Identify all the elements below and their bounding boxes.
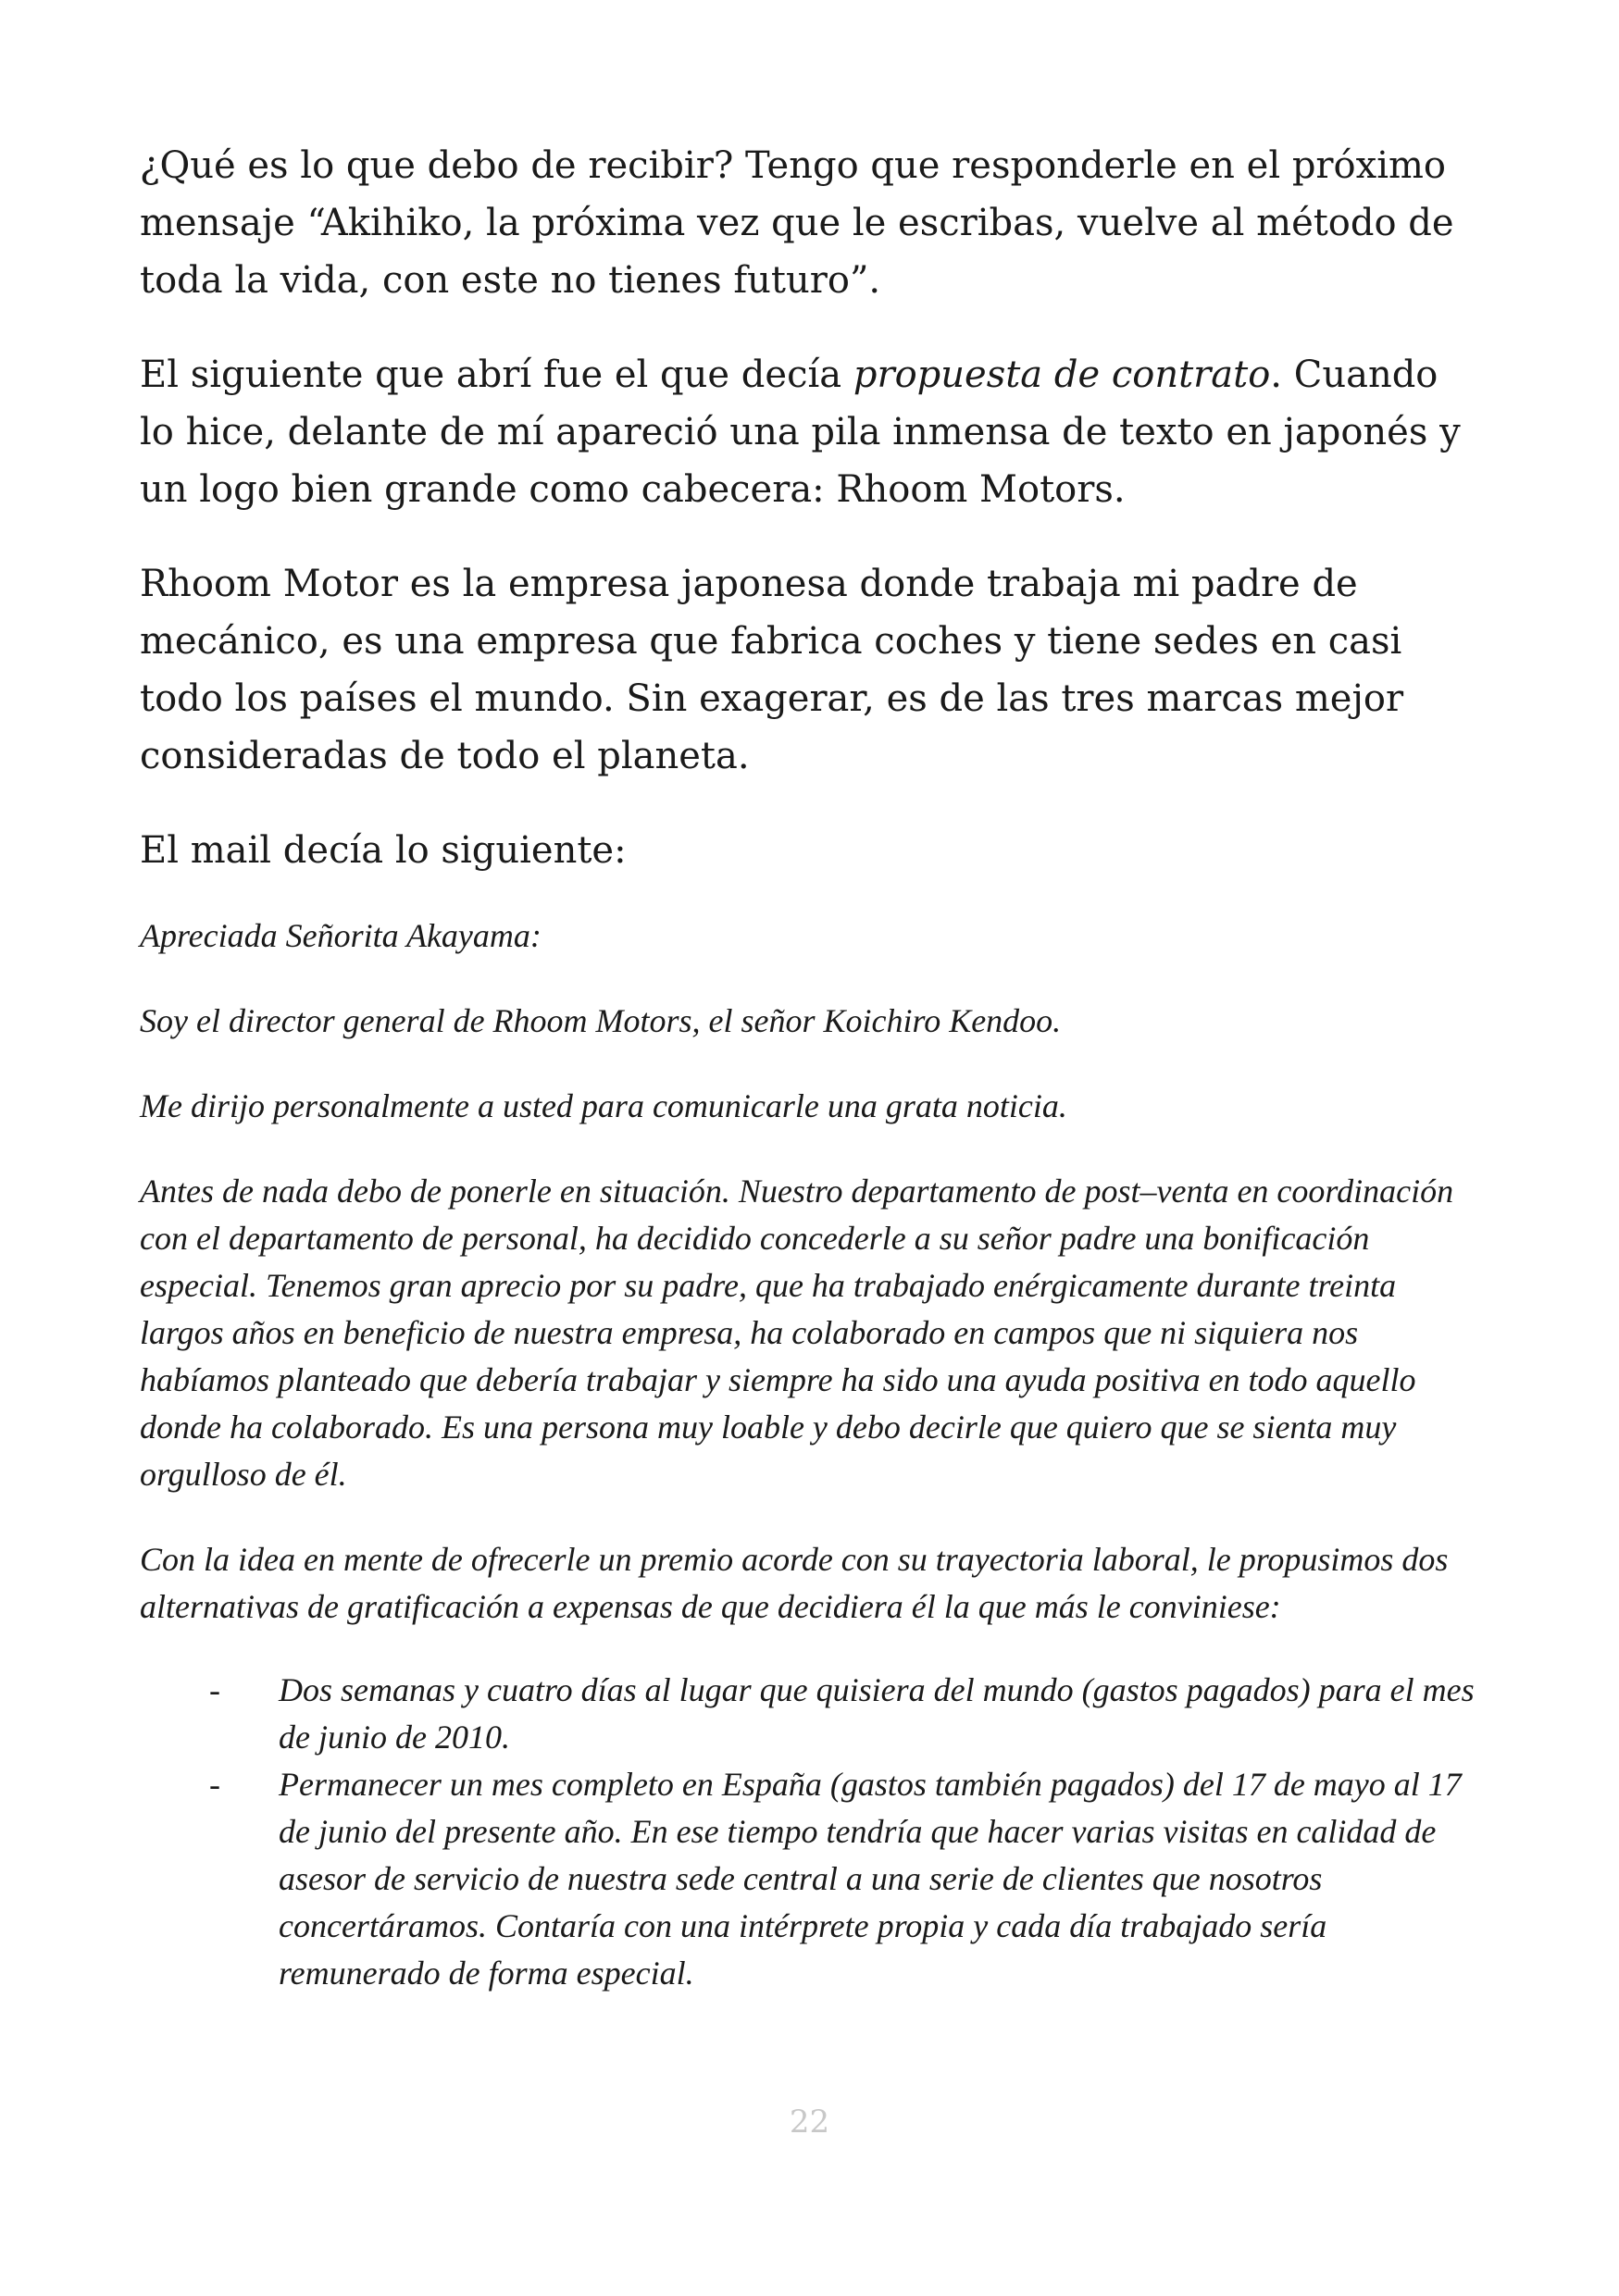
body-paragraph-3: Rhoom Motor es la empresa japonesa donde trabaja mi padre de mecánico, es una empresa que fabrica coches y tiene sedes en casi todo los países el mundo. Sin exagerar, es de las tres marcas mejor consideradas de todo el planeta. [140, 563, 1404, 777]
page-number: 22 [789, 2104, 830, 2141]
paragraph-2-text-end: . Cuando lo hice, delante de mí apareció una pila inmensa de texto en japonés y un logo bien grande como cabecera: Rhoom Motors. [140, 354, 1461, 511]
list-item [140, 1761, 1482, 1997]
paragraph-2-text-start: El siguiente que abrí fue el que decía [140, 354, 853, 396]
letter-options-intro: Con la idea en mente de ofrecerle un premio acorde con su trayectoria laboral, le propusimos dos alternativas de gratificación a expensas de que decidiera él la que más le conviniese: [140, 1541, 1449, 1625]
letter-greeting: Apreciada Señorita Akayama: [140, 917, 542, 954]
body-paragraph-1: ¿Qué es lo que debo de recibir? Tengo que responderle en el próximo mensaje “Akihiko, la próxima vez que le escribas, vuelve al método de toda la vida, con este no tienes futuro”. [140, 144, 1454, 302]
list-item [140, 1667, 1482, 1761]
letter-context: Antes de nada debo de ponerle en situación. Nuestro departamento de post–venta en coordinación con el departamento de personal, ha decidido concederle a su señor padre una bonificación especial. Tenemos gran aprecio por su padre, que ha trabajado enérgicamente durante treinta largos años en beneficio de nuestra empresa, ha colaborado en campos que ni siquiera nos habíamos planteado que debería trabajar y siempre ha sido una ayuda positiva en todo aquello donde ha colaborado. Es una persona muy loable y debo decirle que quiero que se sienta muy orgulloso de él. [140, 1173, 1454, 1493]
bullet-dash: - [209, 1766, 220, 1803]
letter-options-list [140, 1667, 1482, 1997]
body-paragraph-2 [140, 346, 1482, 518]
letter-intro: Soy el director general de Rhoom Motors, el señor Koichiro Kendoo. [140, 1002, 1062, 1039]
option-text: Dos semanas y cuatro días al lugar que quisiera del mundo (gastos pagados) para el mes de junio de 2010. [279, 1671, 1475, 1756]
letter-purpose: Me dirijo personalmente a usted para comunicarle una grata noticia. [140, 1087, 1067, 1124]
bullet-dash: - [209, 1671, 220, 1708]
paragraph-2-italic-title: propuesta de contrato [853, 354, 1271, 396]
document-page [140, 137, 1482, 1997]
body-paragraph-4: El mail decía lo siguiente: [140, 829, 627, 872]
option-text: Permanecer un mes completo en España (gastos también pagados) del 17 de mayo al 17 de junio del presente año. En ese tiempo tendría que hacer varias visitas en calidad de asesor de servicio de nuestra sede central a una serie de clientes que nosotros concertáramos. Contaría con una intérprete propia y cada día trabajado sería remunerado de forma especial. [279, 1766, 1462, 1992]
